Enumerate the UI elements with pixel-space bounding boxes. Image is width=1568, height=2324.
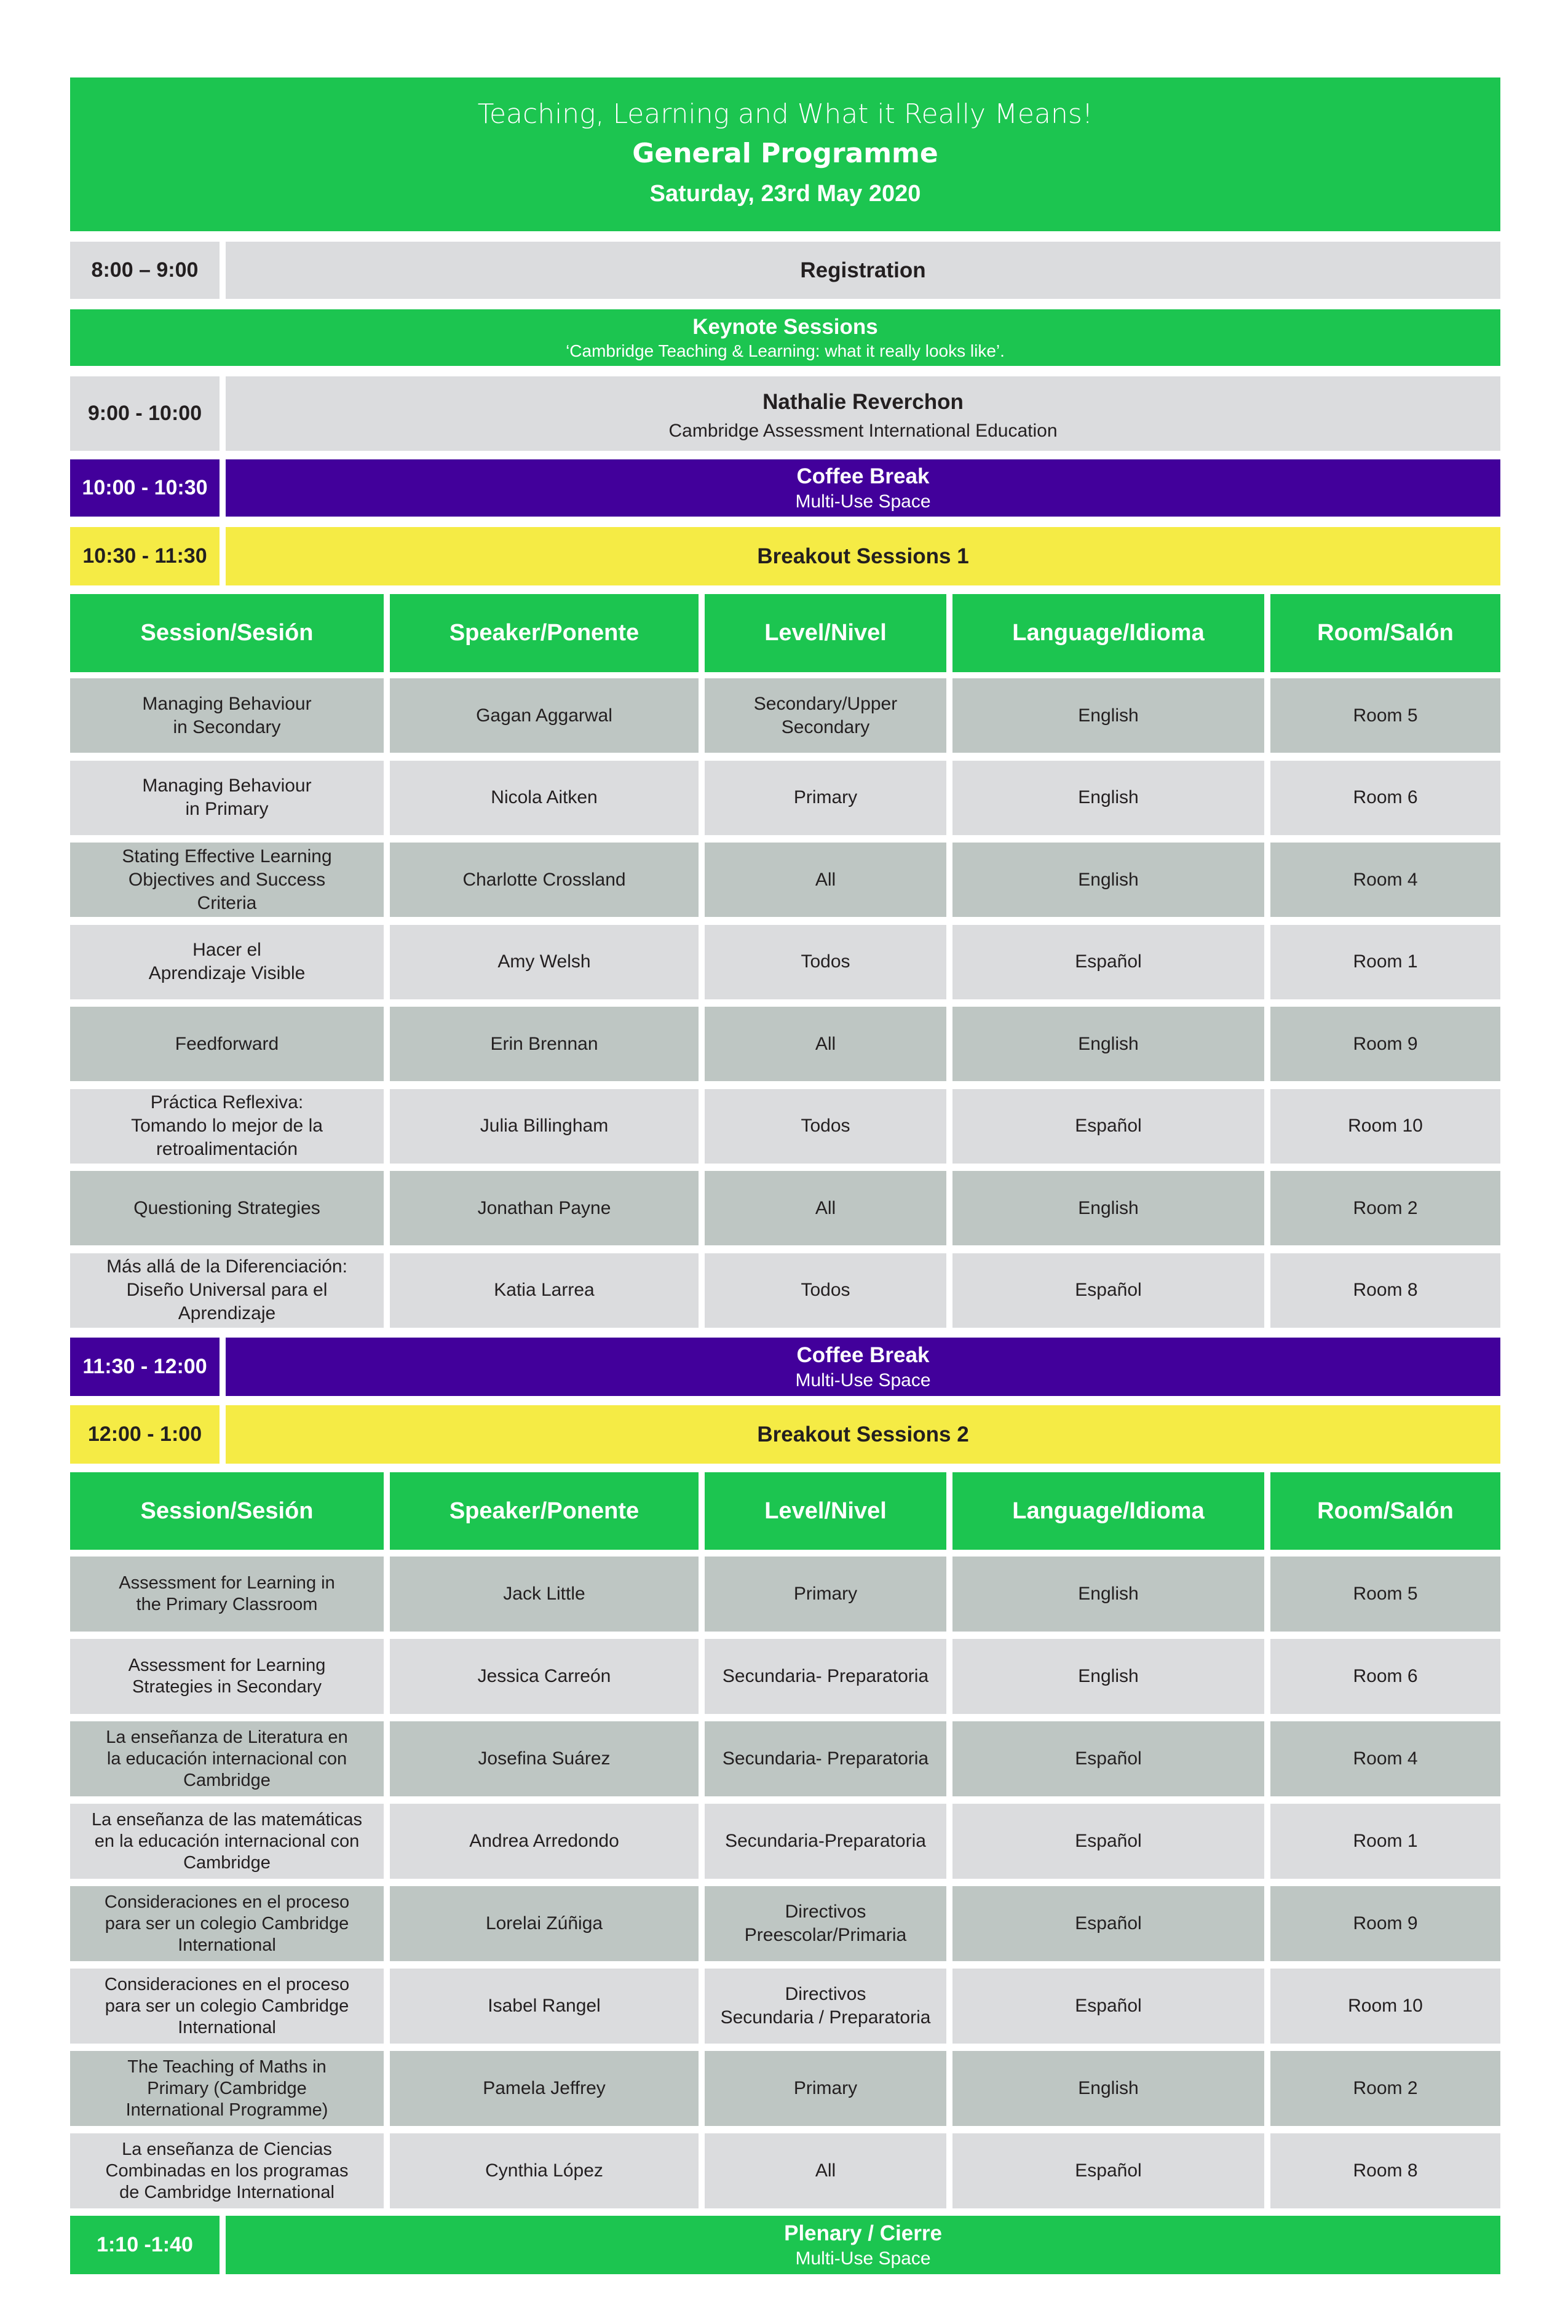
table-cell-room: Room 4 [1270,843,1500,917]
table-cell-level [705,761,946,835]
table-cell-session-title [70,1639,384,1714]
table-cell-level [705,2133,946,2208]
session-title-line: Consideraciones en el proceso [104,1892,350,1912]
session-title-line: in Primary [185,799,269,819]
table-cell-language: English [952,761,1264,835]
table-cell-speaker-name: Andrea Arredondo [390,1804,699,1879]
coffee-break-1 [226,459,1500,517]
table-cell-session-title [70,1969,384,2044]
table-cell-room: Room 5 [1270,678,1500,753]
session-title-line: in Secondary [173,716,281,737]
col-header-session: Session/Sesión [70,594,384,672]
table-cell-speaker-name: Josefina Suárez [390,1721,699,1796]
table-cell-speaker-name: Isabel Rangel [390,1969,699,2044]
keynote-time: 9:00 - 10:00 [70,376,220,451]
level-line: Todos [801,1116,850,1136]
session-title-line: Tomando lo mejor de la [131,1116,323,1136]
session-title-line: Cambridge [183,1852,271,1873]
level-line: Secundaria-Preparatoria [725,1831,926,1851]
session-title-line: Aprendizaje [178,1303,276,1323]
session-title-line: Stating Effective Learning [122,846,332,867]
session-title-line: Más allá de la Diferenciación: [106,1256,347,1277]
breakout-1-title: Breakout Sessions 1 [226,527,1500,585]
programme-header [70,77,1500,231]
registration-label: Registration [226,242,1500,299]
level-line: Directivos [785,1902,866,1922]
col-header-room: Room/Salón [1270,1472,1500,1550]
table-cell-level [705,1886,946,1961]
table-cell-level [705,678,946,753]
table-cell-language: English [952,678,1264,753]
table-cell-language: Español [952,925,1264,999]
table-cell-session-title [70,1171,384,1245]
table-cell-room: Room 1 [1270,925,1500,999]
keynote-banner [70,309,1500,366]
session-title-line: Criteria [197,892,257,913]
table-cell-speaker-name: Cynthia López [390,2133,699,2208]
col-header-language: Language/Idioma [952,594,1264,672]
table-cell-level [705,1557,946,1632]
level-line: All [815,2160,836,2181]
coffee-break-2-title: Coffee Break [796,1342,930,1367]
table-cell-session-title [70,843,384,917]
table-cell-level [705,1969,946,2044]
table-cell-session-title [70,1557,384,1632]
level-line: Secundaria / Preparatoria [720,2007,931,2028]
session-title-line: Questioning Strategies [133,1197,320,1218]
table-cell-room: Room 2 [1270,1171,1500,1245]
table-cell-speaker-name: Jessica Carreón [390,1639,699,1714]
table-cell-room: Room 8 [1270,1253,1500,1328]
table-cell-language: Español [952,2133,1264,2208]
session-title-line: Strategies in Secondary [132,1677,322,1697]
table-cell-language: Español [952,1804,1264,1879]
table-cell-speaker-name: Erin Brennan [390,1007,699,1081]
table-cell-room: Room 9 [1270,1886,1500,1961]
table-cell-level [705,1007,946,1081]
session-title-line: Aprendizaje Visible [148,963,306,983]
level-line: Secundaria- Preparatoria [722,1748,929,1769]
session-title-line: Hacer el [192,940,261,960]
level-line: Preescolar/Primaria [744,1925,907,1945]
table-cell-room: Room 6 [1270,761,1500,835]
table-cell-room: Room 9 [1270,1007,1500,1081]
coffee-break-1-time: 10:00 - 10:30 [70,459,220,517]
table-cell-session-title [70,2133,384,2208]
coffee-break-1-location: Multi-Use Space [795,491,931,512]
table-cell-language: English [952,1171,1264,1245]
table-cell-language: Español [952,1886,1264,1961]
table-cell-session-title [70,2051,384,2126]
session-title-line: Diseño Universal para el [126,1280,328,1300]
session-title-line: en la educación internacional con [94,1831,360,1851]
keynote-session [226,376,1500,451]
table-cell-room: Room 1 [1270,1804,1500,1879]
table-cell-session-title [70,1253,384,1328]
table-cell-language: Español [952,1253,1264,1328]
keynote-speaker: Nathalie Reverchon [762,389,964,414]
table-cell-level [705,1089,946,1164]
table-cell-speaker-name: Nicola Aitken [390,761,699,835]
level-line: Secondary/Upper [753,693,898,714]
level-line: Secondary [781,716,870,737]
table-cell-language: English [952,1007,1264,1081]
level-line: All [815,869,836,890]
breakout-2-time: 12:00 - 1:00 [70,1405,220,1464]
table-cell-level [705,1804,946,1879]
table-cell-level [705,843,946,917]
level-line: Primary [793,787,858,807]
table-cell-room: Room 6 [1270,1639,1500,1714]
col-header-speaker: Speaker/Ponente [390,1472,699,1550]
table-cell-session-title [70,1089,384,1164]
table-cell-room: Room 10 [1270,1969,1500,2044]
table-cell-language: English [952,843,1264,917]
table-cell-speaker-name: Pamela Jeffrey [390,2051,699,2126]
session-title-line: The Teaching of Maths in [127,2056,327,2077]
session-title-line: Assessment for Learning in [119,1573,335,1593]
level-line: Secundaria- Preparatoria [722,1666,929,1686]
coffee-break-2-time: 11:30 - 12:00 [70,1338,220,1396]
breakout-2-title: Breakout Sessions 2 [226,1405,1500,1464]
level-line: Primary [793,1584,858,1604]
session-title-line: la educación internacional con [106,1748,347,1769]
level-line: All [815,1197,836,1218]
table-cell-room: Room 8 [1270,2133,1500,2208]
table-cell-language: Español [952,1089,1264,1164]
table-cell-session-title [70,761,384,835]
table-cell-room: Room 2 [1270,2051,1500,2126]
registration-time: 8:00 – 9:00 [70,242,220,299]
plenary-title: Plenary / Cierre [784,2221,942,2245]
session-title-line: Combinadas en los programas [105,2160,349,2181]
table-cell-session-title [70,925,384,999]
session-title-line: International Programme) [125,2100,328,2120]
session-title-line: International [178,2017,276,2037]
programme-title: General Programme [632,138,938,169]
session-title-line: para ser un colegio Cambridge [105,1996,349,2016]
session-title-line: Managing Behaviour [142,693,312,714]
session-title-line: Primary (Cambridge [147,2078,307,2098]
session-title-line: the Primary Classroom [136,1595,318,1614]
session-title-line: International [178,1935,276,1955]
col-header-session: Session/Sesión [70,1472,384,1550]
table-cell-level [705,1639,946,1714]
col-header-room: Room/Salón [1270,594,1500,672]
plenary-location: Multi-Use Space [795,2248,931,2269]
table-cell-speaker-name: Charlotte Crossland [390,843,699,917]
table-cell-session-title [70,1886,384,1961]
table-cell-speaker-name: Katia Larrea [390,1253,699,1328]
session-title-line: retroalimentación [156,1139,298,1159]
table-cell-level [705,1253,946,1328]
keynote-subtitle: ‘Cambridge Teaching & Learning: what it really looks like’. [566,341,1005,360]
table-cell-session-title [70,1007,384,1081]
table-cell-session-title [70,1804,384,1879]
session-title-line: Managing Behaviour [142,775,312,796]
event-date: Saturday, 23rd May 2020 [649,181,921,207]
coffee-break-2-location: Multi-Use Space [795,1370,931,1390]
table-cell-room: Room 10 [1270,1089,1500,1164]
table-cell-level [705,1171,946,1245]
table-cell-language: English [952,1557,1264,1632]
col-header-language: Language/Idioma [952,1472,1264,1550]
table-cell-session-title [70,1721,384,1796]
table-cell-level [705,925,946,999]
table-cell-room: Room 4 [1270,1721,1500,1796]
level-line: Todos [801,951,850,972]
coffee-break-1-title: Coffee Break [796,464,930,488]
table-cell-session-title [70,678,384,753]
table-cell-speaker-name: Julia Billingham [390,1089,699,1164]
coffee-break-2 [226,1338,1500,1396]
session-title-line: Cambridge [183,1770,271,1790]
col-header-speaker: Speaker/Ponente [390,594,699,672]
keynote-title: Keynote Sessions [692,315,878,339]
table-cell-speaker-name: Jonathan Payne [390,1171,699,1245]
session-title-line: para ser un colegio Cambridge [105,1913,349,1933]
session-title-line: Práctica Reflexiva: [150,1092,304,1112]
table-cell-speaker-name: Jack Little [390,1557,699,1632]
level-line: Directivos [785,1984,866,2004]
session-title-line: Objectives and Success [128,869,326,890]
table-cell-room: Room 5 [1270,1557,1500,1632]
event-title: Teaching, Learning and What it Really Means! [477,98,1093,130]
session-title-line: La enseñanza de Literatura en [106,1727,348,1747]
table-cell-level [705,1721,946,1796]
breakout-1-time: 10:30 - 11:30 [70,527,220,585]
session-title-line: La enseñanza de Ciencias [122,2139,332,2159]
keynote-organisation: Cambridge Assessment International Education [668,420,1058,441]
table-cell-speaker-name: Gagan Aggarwal [390,678,699,753]
session-title-line: Consideraciones en el proceso [104,1974,350,1994]
session-title-line: La enseñanza de las matemáticas [91,1809,363,1830]
level-line: Todos [801,1280,850,1300]
col-header-level: Level/Nivel [705,594,946,672]
table-cell-language: English [952,2051,1264,2126]
table-cell-language: English [952,1639,1264,1714]
table-cell-speaker-name: Lorelai Zúñiga [390,1886,699,1961]
session-title-line: Feedforward [175,1033,279,1054]
session-title-line: Assessment for Learning [128,1656,326,1675]
table-cell-level [705,2051,946,2126]
table-cell-speaker-name: Amy Welsh [390,925,699,999]
table-cell-language: Español [952,1721,1264,1796]
plenary-time: 1:10 -1:40 [70,2216,220,2274]
level-line: Primary [793,2078,858,2098]
session-title-line: de Cambridge International [119,2182,335,2202]
table-cell-language: Español [952,1969,1264,2044]
level-line: All [815,1033,836,1054]
plenary [226,2216,1500,2274]
col-header-level: Level/Nivel [705,1472,946,1550]
